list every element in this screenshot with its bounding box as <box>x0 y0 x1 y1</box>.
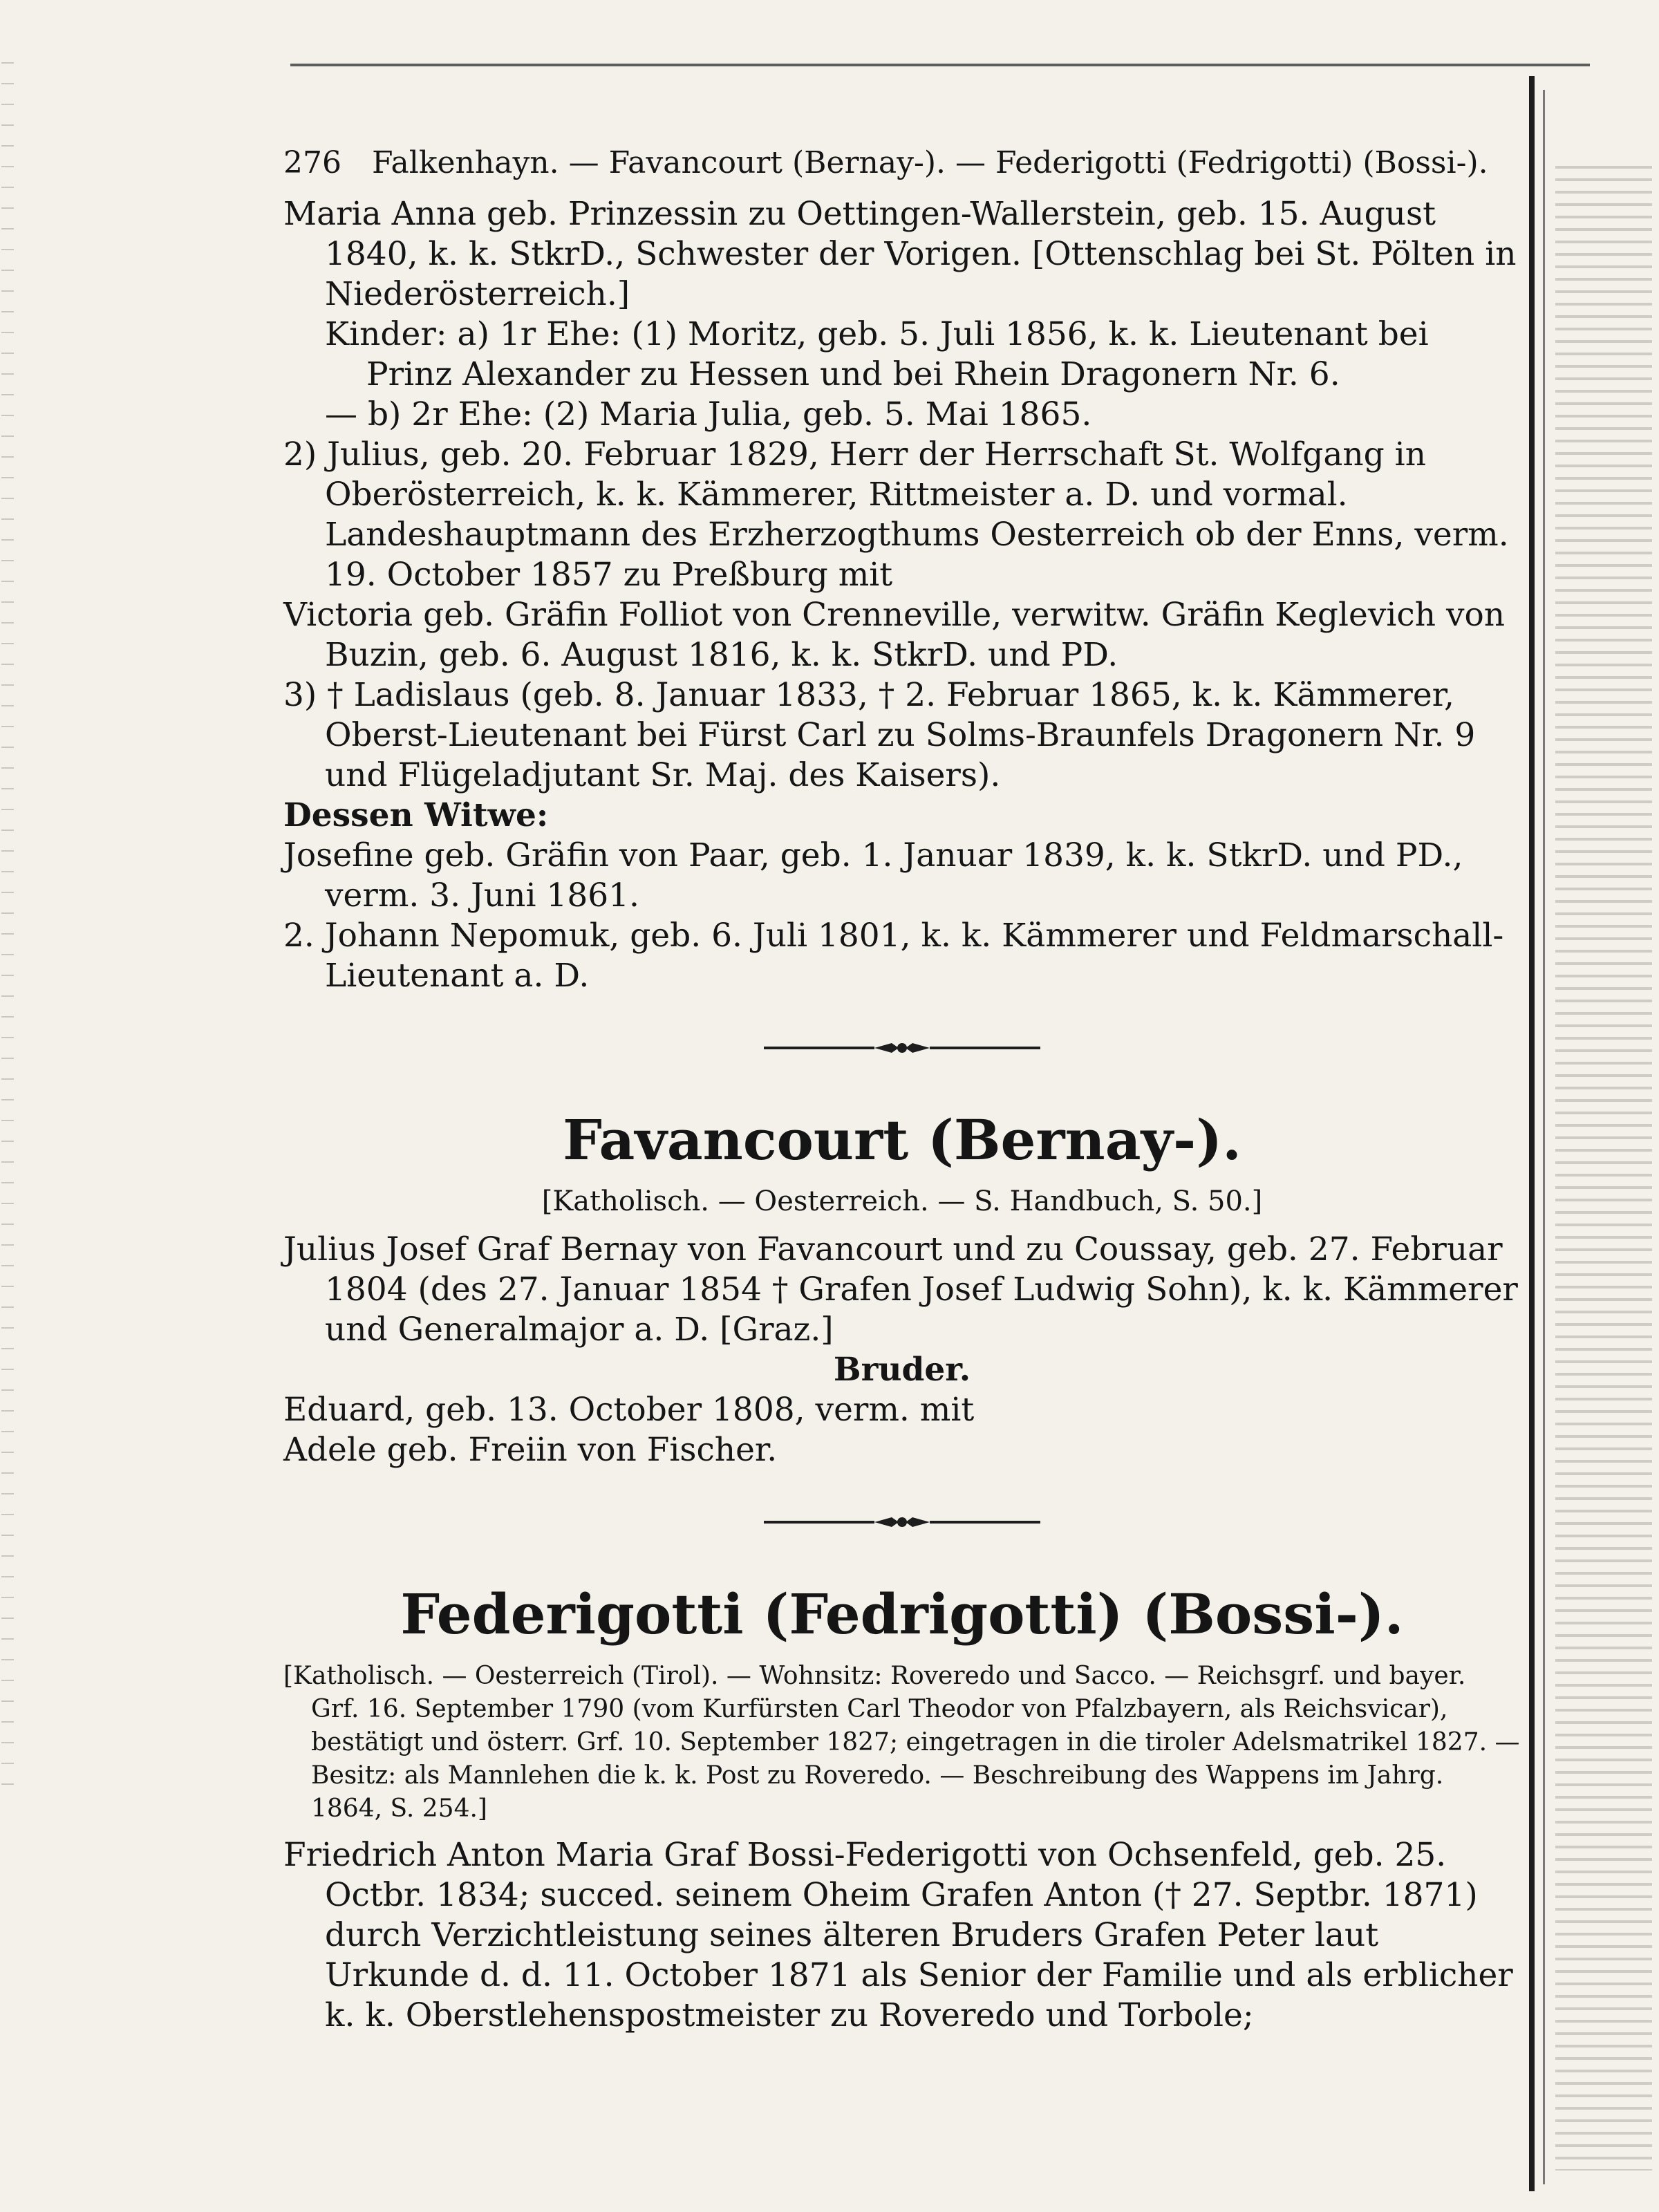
entry-kinder: Kinder: a) 1r Ehe: (1) Moritz, geb. 5. Juli 1856, k. k. Lieutenant bei Prinz Alexander zu Hessen und bei Rhein Dragonern Nr. 6. <box>325 315 1429 393</box>
federigotti-title: Federigotti (Fedrigotti) (Bossi-). <box>400 1582 1404 1647</box>
entry-ladislaus: 3) † Ladislaus (geb. 8. Januar 1833, † 2. Februar 1865, k. k. Kämmerer, Oberst-Lieutenant bei Fürst Carl zu Solms-Braunfels Dragonern Nr. 9 und Flügeladjutant Sr. Maj. des Kaisers). <box>283 676 1476 794</box>
federigotti-head-entry: Friedrich Anton Maria Graf Bossi-Federigotti von Ochsenfeld, geb. 25. Octbr. 1834; succed. seinem Oheim Grafen Anton († 27. Septbr. 1871) durch Verzichtleistung seines älteren Bruders Grafen Peter laut Urkunde d. d. 11. October 1871 als Senior der Familie und als erblicher k. k. Oberstlehenspostmeister zu Roveredo und Torbole; <box>283 1836 1513 2034</box>
entry-maria-anna: Maria Anna geb. Prinzessin zu Oettingen-Wallerstein, geb. 15. August 1840, k. k. StkrD., Schwester der Vorigen. [Ottenschlag bei St. Pölten in Niederösterreich.] <box>283 195 1517 313</box>
entry-josefine: Josefine geb. Gräfin von Paar, geb. 1. Januar 1839, k. k. StkrD. und PD., verm. 3. Juni 1861. <box>283 836 1463 915</box>
entry-kinder-b: — b) 2r Ehe: (2) Maria Julia, geb. 5. Mai 1865. <box>325 395 1092 433</box>
entry-johann-nepomuk: 2. Johann Nepomuk, geb. 6. Juli 1801, k. k. Kämmerer und Feldmarschall-Lieutenant a. D. <box>283 917 1504 995</box>
ornament-divider-icon <box>757 1038 1047 1058</box>
federigotti-section <box>283 1581 1521 2036</box>
running-head <box>283 145 1521 180</box>
favancourt-title: Favancourt (Bernay-). <box>563 1107 1241 1172</box>
top-section <box>283 194 1521 996</box>
section-ornament <box>283 1038 1521 1058</box>
facing-page-bleed <box>1555 166 1652 2171</box>
page <box>283 104 1521 2036</box>
favancourt-section <box>283 1107 1521 1470</box>
entry-julius: 2) Julius, geb. 20. Februar 1829, Herr der Herrschaft St. Wolfgang in Oberösterreich, k. k. Kämmerer, Rittmeister a. D. und vormal. Landeshauptmann des Erzherzogthums Oesterreich ob der Enns, verm. 19. October 1857 zu Preßburg mit <box>283 435 1509 594</box>
scan-gutter-rule <box>1529 76 1535 2191</box>
scan-gutter-rule-inner <box>1543 90 1545 2184</box>
favancourt-head-entry: Julius Josef Graf Bernay von Favancourt und zu Coussay, geb. 27. Februar 1804 (des 27. Januar 1854 † Grafen Josef Ludwig Sohn), k. k. Kämmerer und Generalmajor a. D. [Graz.] <box>283 1230 1518 1349</box>
favancourt-bruder-line: Eduard, geb. 13. October 1808, verm. mit <box>283 1391 975 1429</box>
entry-victoria: Victoria geb. Gräfin Folliot von Crenneville, verwitw. Gräfin Keglevich von Buzin, geb. 6. August 1816, k. k. StkrD. und PD. <box>283 596 1506 674</box>
page-number: 276 <box>283 145 341 180</box>
entry-dessen-witwe: Dessen Witwe: <box>283 796 549 834</box>
running-head-text: Falkenhayn. — Favancourt (Bernay-). — Federigotti (Fedrigotti) (Bossi-). <box>371 145 1488 180</box>
favancourt-note: [Katholisch. — Oesterreich. — S. Handbuch, S. 50.] <box>541 1185 1263 1217</box>
scan-edge-speckle <box>1 62 14 1790</box>
scan-top-rule <box>290 64 1590 66</box>
favancourt-bruder-line: Adele geb. Freiin von Fischer. <box>283 1431 778 1469</box>
favancourt-bruder-heading: Bruder. <box>833 1351 971 1389</box>
federigotti-note: [Katholisch. — Oesterreich (Tirol). — Wohnsitz: Roveredo und Sacco. — Reichsgrf. und bayer. Grf. 16. September 1790 (vom Kurfürsten Carl Theodor von Pfalzbayern, als Reichsvicar), bestätigt und österr. Grf. 10. September 1827; eingetragen in die tiroler Adelsmatrikel 1827. — Besitz: als Mannlehen die k. k. Post zu Roveredo. — Beschreibung des Wappens im Jahrg. 1864, S. 254.] <box>283 1662 1520 1823</box>
ornament-divider-icon <box>757 1512 1047 1533</box>
section-ornament <box>283 1512 1521 1533</box>
